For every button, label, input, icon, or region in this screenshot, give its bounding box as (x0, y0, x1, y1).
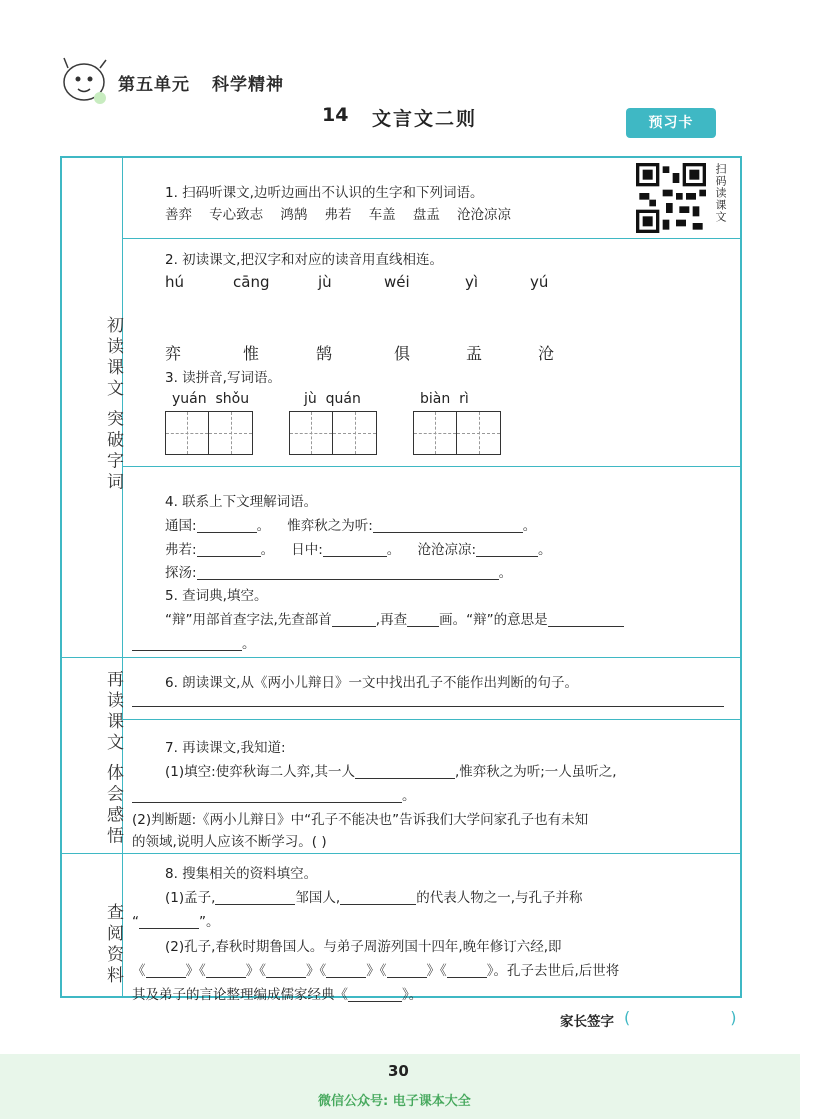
q8-mencius: (1)孟子, 邹国人, 的代表人物之一,与孔子并称 (165, 890, 583, 906)
q5-line: “辩”用部首查字法,先查部首 ,再查 画。“辩”的意思是 (165, 608, 624, 628)
preview-card-tag: 预习卡 (626, 108, 716, 138)
q8-mencius-2: “ ”。 (132, 914, 220, 930)
q8-prompt: 8. 搜集相关的资料填空。 (165, 866, 318, 882)
pinyin-option[interactable]: wéi (384, 273, 410, 291)
q5-prompt: 5. 查词典,填空。 (165, 588, 268, 604)
answer-blank[interactable] (146, 963, 186, 978)
lesson-title: 文言文二则 (372, 108, 478, 130)
pinyin-prompt: jù quán (304, 391, 361, 407)
section-divider (62, 657, 740, 658)
q4-row-1: 通国: 。 惟弈秋之为听: 。 (165, 518, 537, 534)
lesson-number: 14 (322, 104, 349, 126)
q7-part-1: (1)填空:使弈秋诲二人弈,其一人 ,惟弈秋之为听;一人虽听之, (165, 764, 617, 780)
answer-blank[interactable] (407, 612, 439, 627)
q6-prompt: 6. 朗读课文,从《两小儿辩日》一文中找出孔子不能作出判断的句子。 (165, 675, 578, 691)
word: 鸿鹄 (280, 207, 308, 223)
q8-confucius: (2)孔子,春秋时期鲁国人。与弟子周游列国十四年,晚年修订六经,即 (165, 939, 562, 955)
pinyin-prompt: yuán shǒu (172, 391, 250, 407)
hanzi-option[interactable]: 俱 (394, 344, 411, 363)
q3-prompt: 3. 读拼音,写词语。 (165, 370, 281, 386)
pinyin-prompt: biàn rì (420, 391, 469, 407)
pinyin-option[interactable]: cāng (233, 273, 270, 291)
hanzi-option[interactable]: 弈 (165, 344, 182, 363)
writing-grid[interactable] (165, 411, 253, 455)
q5-line-2: 。 (132, 632, 256, 652)
unit-title: 第五单元 科学精神 (118, 75, 284, 95)
section-label-research: 查阅资料 (103, 903, 123, 987)
q4-row-2: 弗若: 。 日中: 。 沧沧凉凉: 。 (165, 542, 552, 558)
answer-blank[interactable] (197, 542, 261, 557)
parent-signature-field[interactable]: () (624, 1008, 836, 1027)
hanzi-option[interactable]: 惟 (243, 344, 260, 363)
section-label-first-reading: 初读课文 突破字词 (103, 316, 123, 494)
answer-blank[interactable] (548, 612, 624, 627)
answer-blank[interactable] (387, 963, 427, 978)
answer-blank[interactable] (197, 518, 257, 533)
answer-blank[interactable] (332, 612, 376, 627)
q4-prompt: 4. 联系上下文理解词语。 (165, 494, 318, 510)
row-divider (122, 466, 742, 467)
scan-to-read-label: 扫码读课文 (714, 163, 727, 223)
answer-blank[interactable] (326, 963, 366, 978)
q7-part-2b: 的领域,说明人应该不断学习。( ) (132, 834, 327, 850)
parent-signature-label: 家长签字 (560, 1014, 614, 1030)
q8-classics: 《 》《 》《 》《 》《 》《 》。孔子去世后,后世将 (132, 963, 620, 979)
answer-line[interactable] (132, 706, 724, 707)
pinyin-option[interactable]: jù (318, 273, 332, 291)
pinyin-option[interactable]: yú (530, 273, 549, 291)
wechat-account: 微信公众号: 电子课本大全 (318, 1094, 471, 1109)
answer-blank[interactable] (215, 890, 295, 905)
answer-blank[interactable] (340, 890, 416, 905)
answer-blank[interactable] (132, 636, 242, 651)
answer-blank[interactable] (447, 963, 487, 978)
word: 专心致志 (209, 207, 264, 223)
hanzi-option[interactable]: 盂 (466, 344, 483, 363)
hanzi-option[interactable]: 沧 (538, 344, 555, 363)
q4-row-3: 探汤: 。 (165, 565, 513, 581)
q1-words (165, 203, 511, 223)
answer-blank[interactable] (197, 565, 499, 580)
q8-confucius-2: 其及弟子的言论整理编成儒家经典《 》。 (132, 987, 423, 1003)
writing-grid[interactable] (413, 411, 501, 455)
page-number: 30 (388, 1062, 409, 1080)
word: 沧沧凉凉 (457, 207, 512, 223)
word: 弗若 (324, 207, 352, 223)
answer-blank[interactable] (373, 518, 523, 533)
answer-blank[interactable] (139, 914, 199, 929)
row-divider (122, 719, 742, 720)
pinyin-option[interactable]: hú (165, 273, 185, 291)
answer-blank[interactable] (323, 542, 387, 557)
hanzi-option[interactable]: 鹄 (316, 344, 333, 363)
answer-blank[interactable] (206, 963, 246, 978)
mascot-illustration (56, 54, 112, 108)
answer-blank[interactable] (348, 987, 402, 1002)
column-divider (122, 158, 123, 996)
q7-part-2: (2)判断题:《两小儿辩日》中“孔子不能决也”告诉我们大学问家孔子也有未知 (132, 812, 589, 828)
q2-prompt: 2. 初读课文,把汉字和对应的读音用直线相连。 (165, 252, 443, 268)
word: 善弈 (165, 207, 192, 223)
section-label-second-reading: 再读课文 体会感悟 (103, 670, 123, 848)
answer-blank[interactable] (132, 788, 402, 803)
q1-prompt: 1. 扫码听课文,边听边画出不认识的生字和下列词语。 (165, 185, 484, 201)
word: 车盖 (368, 207, 396, 223)
row-divider (122, 238, 742, 239)
pinyin-option[interactable]: yì (465, 273, 479, 291)
q7-part-1b: 。 (132, 784, 416, 804)
word: 盘盂 (412, 207, 440, 223)
q7-prompt: 7. 再读课文,我知道: (165, 740, 286, 756)
answer-blank[interactable] (476, 542, 538, 557)
section-divider (62, 853, 740, 854)
writing-grid[interactable] (289, 411, 377, 455)
answer-blank[interactable] (355, 764, 455, 779)
qr-code-icon[interactable] (636, 163, 706, 233)
answer-blank[interactable] (266, 963, 306, 978)
